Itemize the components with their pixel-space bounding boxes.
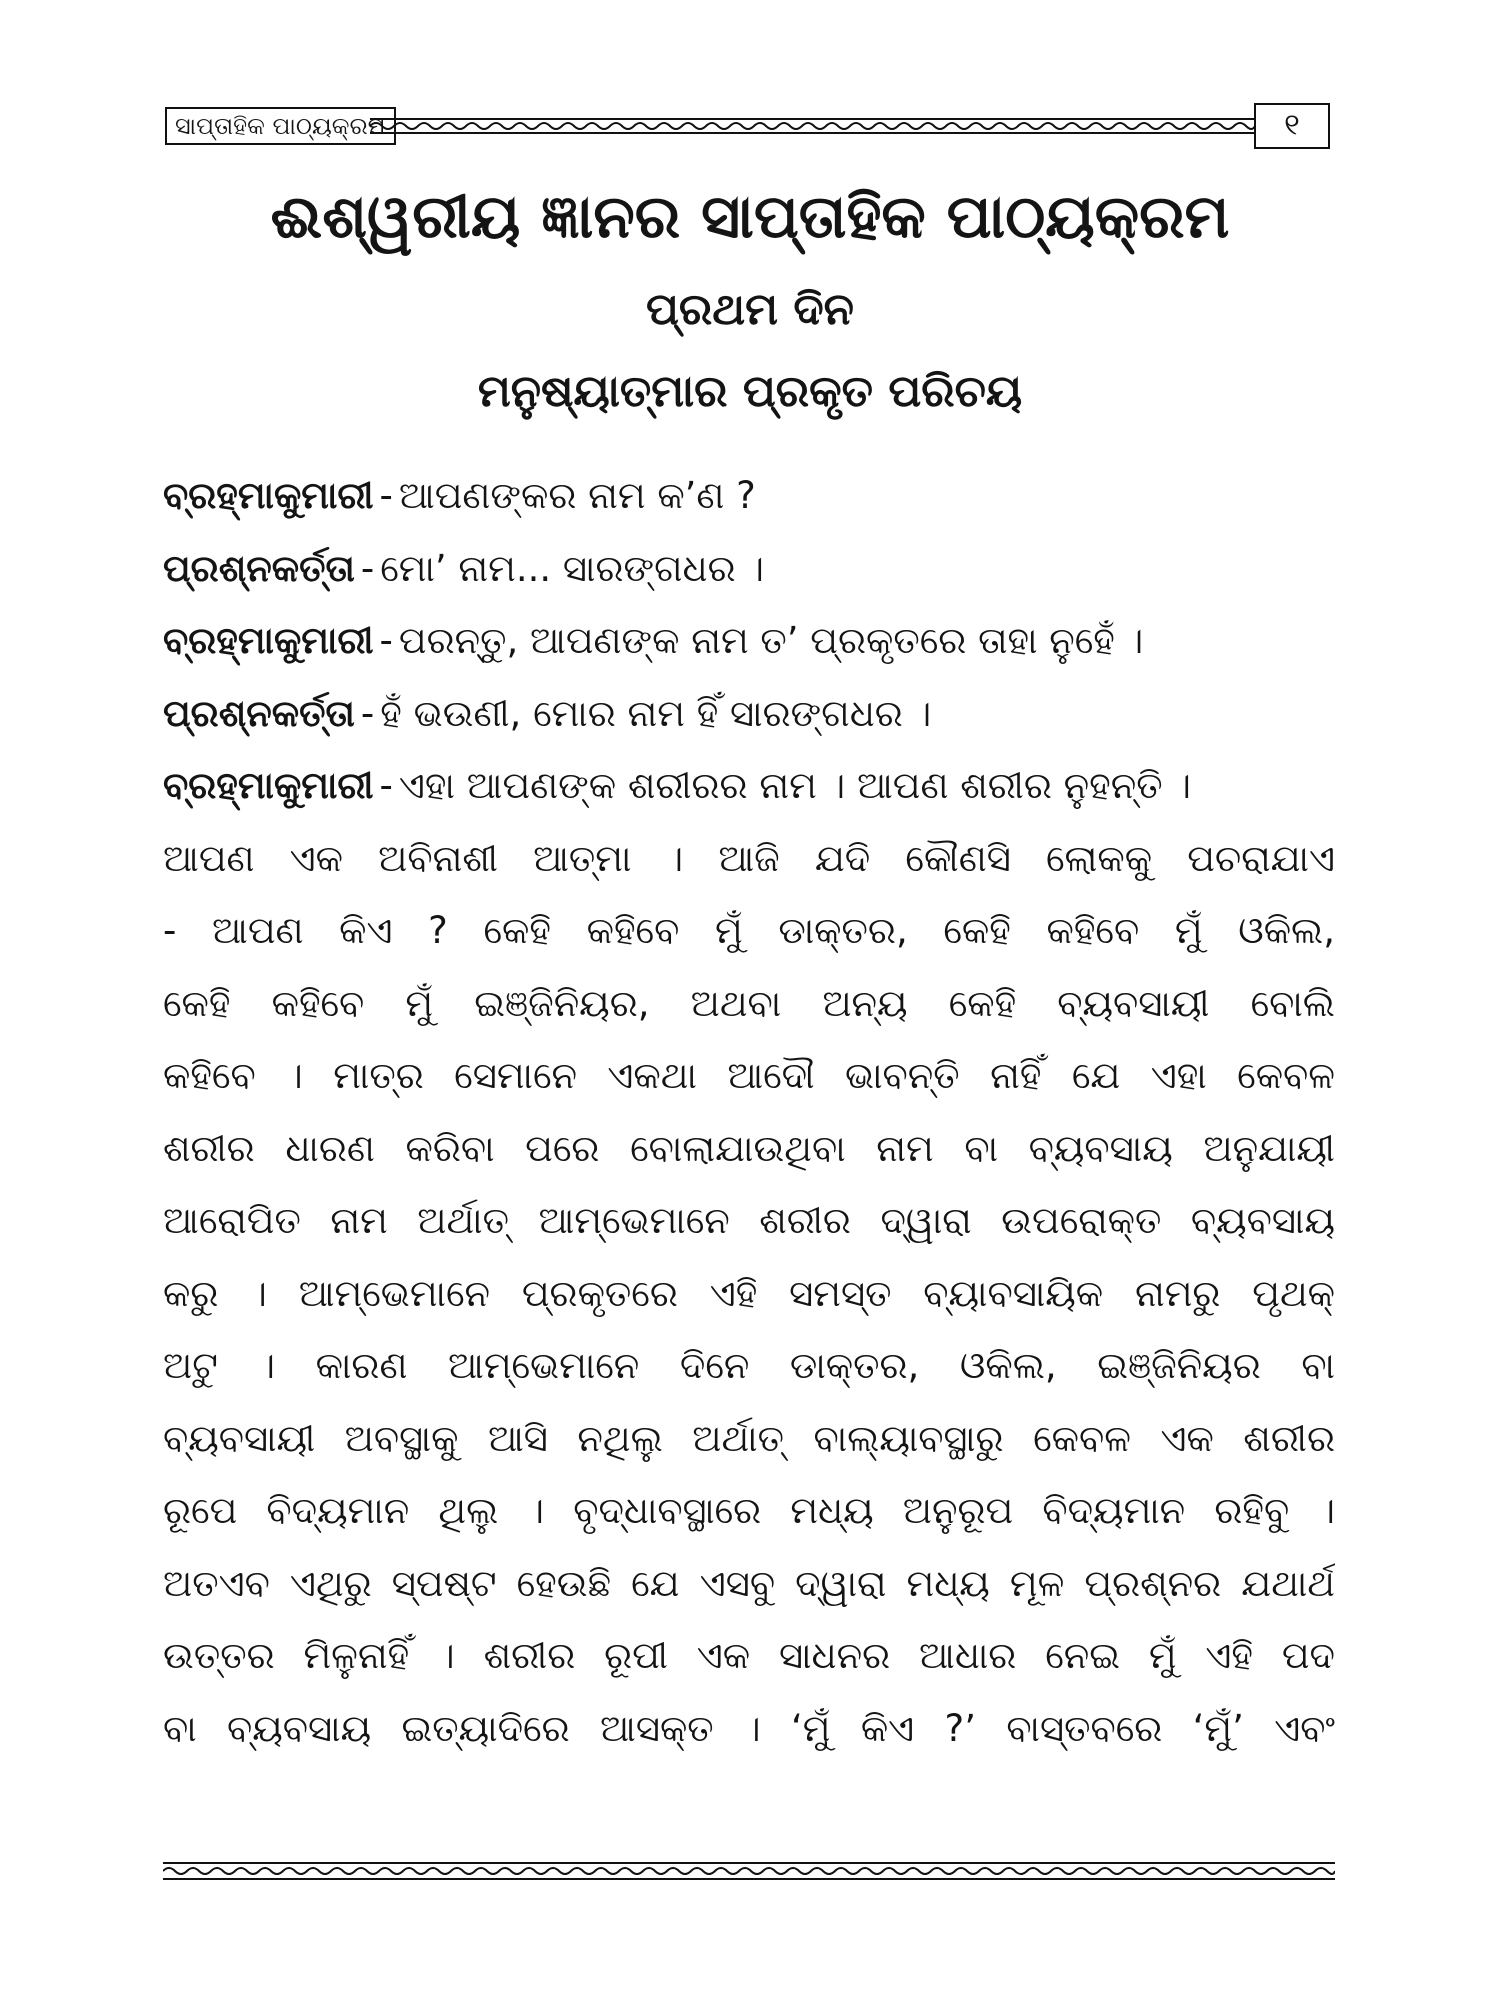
speaker-separator: - <box>360 546 375 590</box>
running-header-label: ସାପ୍ତାହିକ ପାଠ୍ୟକ୍ରମ <box>165 107 396 145</box>
paragraph-line: ବା ବ୍ୟବସାୟ ଇତ୍ୟାଦିରେ ଆସକ୍ତ । ‘ମୁଁ କିଏ ?’ ବାସ୍ତବରେ ‘ମୁଁ’ ଏବଂ <box>163 1706 1335 1750</box>
paragraph-line: - ଆପଣ କିଏ ? କେହି କହିବେ ମୁଁ ଡାକ୍ତର, କେହି କହିବେ ମୁଁ ଓକିଲ, <box>163 909 1335 952</box>
footer-ornamental-rule <box>163 1858 1335 1884</box>
paragraph-line: କେହି କହିବେ ମୁଁ ଇଞ୍ଜିନିୟର, ଅଥବା ଅନ୍ୟ କେହି ବ୍ୟବସାୟୀ ବୋଲି <box>163 981 1335 1025</box>
dialogue-line <box>163 605 1335 678</box>
paragraph-line: ଅଟୁ । କାରଣ ଆମ୍ଭେମାନେ ଦିନେ ଡାକ୍ତର, ଓକିଲ, ଇଞ୍ଜିନିୟର ବା <box>163 1344 1335 1387</box>
dialogue-text: ମୋ’ ନାମ... ସାରଙ୍ଗଧର । <box>380 546 765 590</box>
dialogue-line <box>163 678 1335 751</box>
paragraph-line: ବ୍ୟବସାୟୀ ଅବସ୍ଥାକୁ ଆସି ନଥିଲୁ ଅର୍ଥାତ୍ ବାଲ୍ୟାବସ୍ଥାରୁ କେବଳ ଏକ ଶରୀର <box>163 1416 1335 1460</box>
paragraph-line: ଶରୀର ଧାରଣ କରିବା ପରେ ବୋଲାଯାଉଥିବା ନାମ ବା ବ୍ୟବସାୟ ଅନୁଯାୟୀ <box>163 1126 1335 1170</box>
paragraph-line: ଆରୋପିତ ନାମ ଅର୍ଥାତ୍ ଆମ୍ଭେମାନେ ଶରୀର ଦ୍ୱାରା ଉପରୋକ୍ତ ବ୍ୟବସାୟ <box>163 1199 1335 1242</box>
dialogue-line <box>163 533 1335 606</box>
header-ornamental-rule <box>370 113 1255 139</box>
paragraph-line: କରୁ । ଆମ୍ଭେମାନେ ପ୍ରକୃତରେ ଏହି ସମସ୍ତ ବ୍ୟାବସାୟିକ ନାମରୁ ପୃଥକ୍ <box>163 1271 1335 1315</box>
paragraph-line: ଆପଣ ଏକ ଅବିନାଶୀ ଆତ୍ମା । ଆଜି ଯଦି କୌଣସି ଲୋକକୁ ପଚରାଯାଏ <box>163 836 1335 880</box>
paragraph-line: ଅତଏବ ଏଥିରୁ ସ୍ପଷ୍ଟ ହେଉଛି ଯେ ଏସବୁ ଦ୍ୱାରା ମଧ୍ୟ ମୂଳ ପ୍ରଶ୍ନର ଯଥାର୍ଥ <box>163 1561 1335 1605</box>
running-header <box>165 103 1330 149</box>
dialogue-line <box>163 460 1335 533</box>
body-text <box>163 460 1335 1765</box>
book-title: ଈଶ୍ୱରୀୟ ଜ୍ଞାନର ସାପ୍ତାହିକ ପାଠ୍ୟକ୍ରମ <box>270 182 1230 252</box>
dialogue-text: ଏହା ଆପଣଙ୍କ ଶରୀରର ନାମ । ଆପଣ ଶରୀର ନୁହନ୍ତି । <box>398 764 1191 807</box>
page-number: ୧ <box>1254 103 1330 149</box>
speaker-name: ପ୍ରଶ୍ନକର୍ତ୍ତା <box>163 546 355 590</box>
speaker-separator: - <box>379 619 393 662</box>
paragraph-line: ଉତ୍ତର ମିଳୁନାହିଁ । ଶରୀର ରୂପୀ ଏକ ସାଧନର ଆଧାର ନେଇ ମୁଁ ଏହି ପଦ <box>163 1634 1335 1677</box>
speaker-name: ବ୍ରହ୍ମାକୁମାରୀ <box>163 619 374 662</box>
speaker-name: ବ୍ରହ୍ମାକୁମାରୀ <box>163 764 374 807</box>
lesson-title: ମନୁଷ୍ୟାତ୍ମାର ପ୍ରକୃତ ପରିଚୟ <box>477 366 1023 417</box>
day-title: ପ୍ରଥମ ଦିନ <box>646 284 854 335</box>
speaker-separator: - <box>360 691 375 735</box>
speaker-name: ପ୍ରଶ୍ନକର୍ତ୍ତା <box>163 691 355 735</box>
dialogue-text: ହଁ ଭଉଣୀ, ମୋର ନାମ ହିଁ ସାରଙ୍ଗଧର । <box>380 691 932 735</box>
speaker-separator: - <box>379 764 393 807</box>
speaker-name: ବ୍ରହ୍ମାକୁମାରୀ <box>163 474 374 517</box>
dialogue-text: ପରନ୍ତୁ, ଆପଣଙ୍କ ନାମ ତ’ ପ୍ରକୃତରେ ତାହା ନୁହେଁ । <box>398 619 1144 662</box>
dialogue-text: ଆପଣଙ୍କର ନାମ କ’ଣ ? <box>398 474 756 517</box>
paragraph-line: ରୂପେ ବିଦ୍ୟମାନ ଥିଲୁ । ବୃଦ୍ଧାବସ୍ଥାରେ ମଧ୍ୟ ଅନୁରୂପ ବିଦ୍ୟମାନ ରହିବୁ । <box>163 1489 1335 1532</box>
paragraph-line: କହିବେ । ମାତ୍ର ସେମାନେ ଏକଥା ଆଦୌ ଭାବନ୍ତି ନାହିଁ ଯେ ଏହା କେବଳ <box>163 1054 1335 1097</box>
dialogue-line <box>163 750 1335 823</box>
speaker-separator: - <box>379 474 393 517</box>
